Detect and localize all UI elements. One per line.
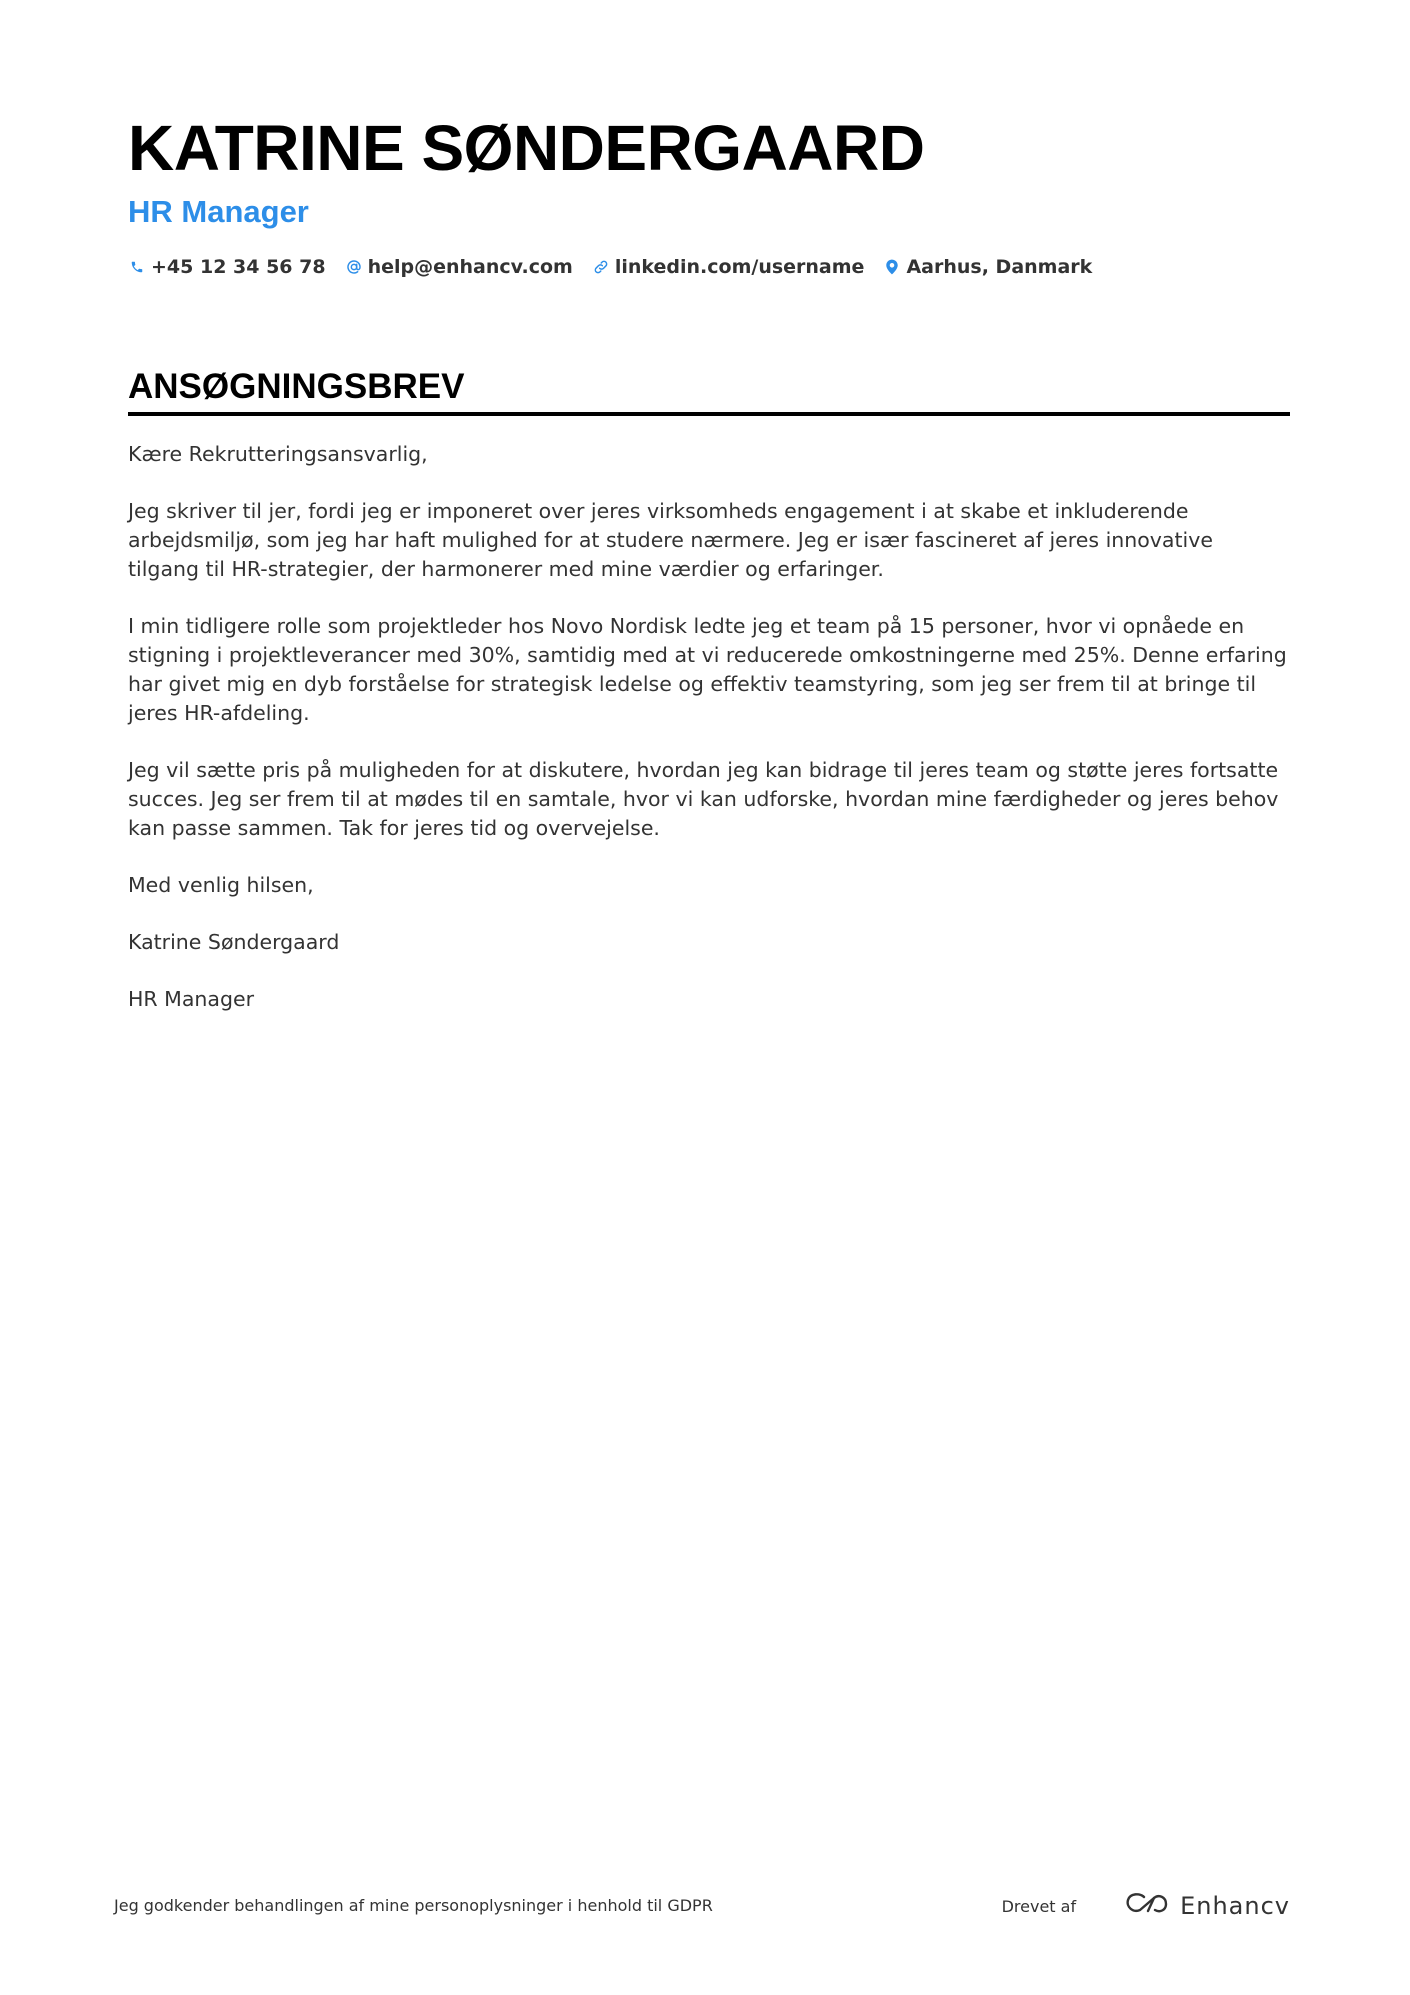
- location-pin-icon: [883, 258, 901, 276]
- letter-paragraph: I min tidligere rolle som projektleder hos Novo Nordisk ledte jeg et team på 15 personer, hvor vi opnåede en stigning i projektleverancer med 30%, samtidig med at vi reducerede omkostningerne med 25%. Denne erfaring har givet mig en dyb forståelse for strategisk ledelse og effektiv teamstyring, som jeg ser frem til at bringe til jeres HR-afdeling.: [128, 614, 1287, 725]
- letter-section: [128, 366, 1290, 1042]
- letter-closing: Med venlig hilsen,: [128, 873, 314, 897]
- signature-name: Katrine Søndergaard: [128, 930, 340, 954]
- powered-by-label: Drevet af: [1001, 1896, 1077, 1916]
- link-icon: [592, 258, 610, 276]
- footer: [114, 1888, 1290, 1928]
- location-value: Aarhus, Danmark: [906, 256, 1093, 278]
- contact-email: [345, 256, 573, 278]
- contact-location: [883, 256, 1092, 278]
- email-value[interactable]: help@enhancv.com: [367, 256, 573, 278]
- phone-icon: [128, 258, 146, 276]
- at-icon: [345, 258, 363, 276]
- phone-value[interactable]: +45 12 34 56 78: [151, 256, 326, 278]
- candidate-title: HR Manager: [128, 194, 309, 229]
- candidate-name: KATRINE SØNDERGAARD: [128, 112, 925, 184]
- contact-phone: [128, 256, 326, 278]
- enhancv-logo-icon: [1124, 1891, 1170, 1921]
- contact-linkedin: [592, 256, 865, 278]
- letter-greeting: Kære Rekrutteringsansvarlig,: [128, 442, 428, 466]
- header: [128, 110, 1290, 278]
- gdpr-consent: Jeg godkender behandlingen af mine personoplysninger i henhold til GDPR: [114, 1896, 713, 1915]
- signature-title: HR Manager: [128, 987, 255, 1011]
- enhancv-brand[interactable]: [1124, 1891, 1290, 1921]
- letter-paragraph: Jeg vil sætte pris på muligheden for at diskutere, hvordan jeg kan bidrage til jeres team og støtte jeres fortsatte succes. Jeg ser frem til at mødes til en samtale, hvor vi kan udforske, hvordan mine færdigheder og jeres behov kan passe sammen. Tak for jeres tid og overvejelse.: [128, 758, 1279, 840]
- linkedin-value[interactable]: linkedin.com/username: [614, 256, 865, 278]
- enhancv-brand-name: Enhancv: [1180, 1892, 1290, 1920]
- powered-by: [1002, 1888, 1290, 1924]
- letter-body: [128, 440, 1290, 1014]
- letter-paragraph: Jeg skriver til jer, fordi jeg er imponeret over jeres virksomheds engagement i at skabe et inkluderende arbejdsmiljø, som jeg har haft mulighed for at studere nærmere. Jeg er især fascineret af jeres innovative tilgang til HR-strategier, der harmonerer med mine værdier og erfaringer.: [128, 499, 1213, 581]
- contact-info: [128, 256, 1290, 278]
- section-title: ANSØGNINGSBREV: [128, 366, 1290, 416]
